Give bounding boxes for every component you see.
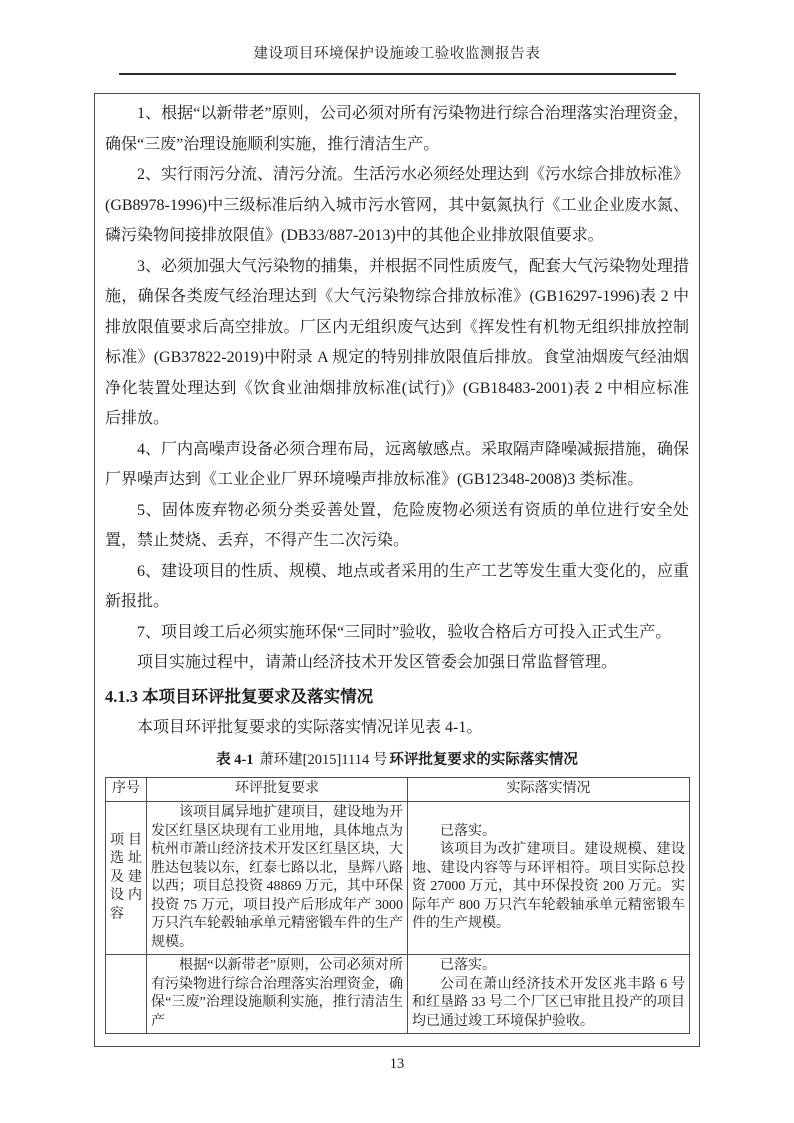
row2-seq-cell: [106, 955, 147, 1034]
row1-requirement-cell: [147, 802, 408, 955]
row2-requirement-text: 根据“以新带老”原则，公司必须对所有污染物进行综合治理落实治理资金，确保“三废”治理设施顺利实施，推行清洁生产: [151, 958, 403, 1029]
row1-implementation-status: 已落实。: [440, 823, 496, 839]
table-caption-docno: 萧环建[2015]1114 号: [259, 752, 388, 768]
row2-implementation-cell: [408, 955, 690, 1034]
document-header: [94, 0, 700, 75]
table-row-pollution-control: [106, 955, 690, 1034]
row1-implementation-detail: 该项目为改扩建项目。建设规模、建设地、建设内容等与环评相符。项目实际总投资 27000 万元，其中环保投资 200 万元。实际年产 800 万只汽车轮毂轴承单元精密锻车件的生产规模。: [412, 842, 685, 931]
body-paragraph-5: 5、固体废弃物必须分类妥善处置，危险废物必须送有资质的单位进行安全处置，禁止焚烧、丢弃，不得产生二次污染。: [105, 501, 689, 549]
section-heading: 4.1.3 本项目环评批复要求及落实情况: [105, 686, 374, 706]
body-paragraph-8: 项目实施过程中，请萧山经济技术开发区管委会加强日常监督管理。: [137, 654, 618, 671]
row1-requirement-text: 该项目属异地扩建项目，建设地为开发区红垦区块现有工业用地，具体地点为杭州市萧山经济技术开发区红垦区块，大胜达包装以东，红泰七路以北，垦辉八路以西；项目总投资 48869 万元，其中环保投资 75 万元，项目投产后形成年产 3000 万只汽车轮毂轴承单元精密锻车件的生产规模。: [151, 805, 403, 950]
body-paragraph-3: 3、必须加强大气污染物的捕集，并根据不同性质废气，配套大气污染物处理措施，确保各类废气经治理达到《大气污染物综合排放标准》(GB16297-1996)表 2 中排放限值要求后高空排放。厂区内无组织废气达到《挥发性有机物无组织排放控制标准》(GB37822-2019)中附录 A 规定的特别排放限值后排放。食堂油烟废气经油烟净化装置处理达到《饮食业油烟排放标准(试行)》(GB18483-2001)表 2 中相应标准后排放。: [105, 257, 690, 427]
row2-implementation-detail: 公司在萧山经济技术开发区兆丰路 6 号和红垦路 33 号二个厂区已审批且投产的项目均已通过竣工环境保护验收。: [412, 976, 685, 1029]
body-paragraph-7: 7、项目竣工后必须实施环保“三同时”验收，验收合格后方可投入正式生产。: [137, 623, 672, 641]
header-rule: [119, 73, 676, 75]
table-row-site-and-content: [106, 802, 690, 955]
table-header-requirement: 环评批复要求: [147, 778, 408, 802]
body-paragraph-4: 4、厂内高噪声设备必须合理布局，远离敏感点。采取隔声降噪减振措施，确保厂界噪声达到《工业企业厂界环境噪声排放标准》(GB12348-2008)3 类标准。: [105, 440, 690, 488]
section-intro: 本项目环评批复要求的实际落实情况详见表 4-1。: [137, 718, 483, 736]
table-caption-rest: 环评批复要求的实际落实情况: [389, 752, 578, 768]
table-caption-label: 表 4-1: [216, 752, 254, 768]
content-box: [94, 93, 700, 1047]
row1-seq-cell: 项目选址及建设内容: [106, 802, 147, 955]
body-paragraph-6: 6、建设项目的性质、规模、地点或者采用的生产工艺等发生重大变化的，应重新报批。: [105, 562, 690, 610]
approval-table: [105, 777, 690, 1034]
page-number: 13: [389, 1056, 405, 1072]
row2-requirement-cell: [147, 955, 408, 1034]
page-header-title: 建设项目环境保护设施竣工验收监测报告表: [253, 46, 541, 62]
body-paragraph-2: 2、实行雨污分流、清污分流。生活污水必须经处理达到《污水综合排放标准》(GB8978-1996)中三级标准后纳入城市污水管网，其中氨氮执行《工业企业废水氮、磷污染物间接排放限值》(DB33/887-2013)中的其他企业排放限值要求。: [105, 166, 690, 244]
table-caption: [105, 745, 689, 775]
table-header-implementation: 实际落实情况: [408, 778, 690, 802]
table-header-row: [106, 778, 690, 802]
table-header-seq: 序号: [106, 778, 147, 802]
row1-implementation-cell: [408, 802, 690, 955]
row2-implementation-status: 已落实。: [440, 958, 496, 973]
body-paragraph-1: 1、根据“以新带老”原则，公司必须对所有污染物进行综合治理落实治理资金，确保“三废”治理设施顺利实施，推行清洁生产。: [105, 105, 689, 153]
